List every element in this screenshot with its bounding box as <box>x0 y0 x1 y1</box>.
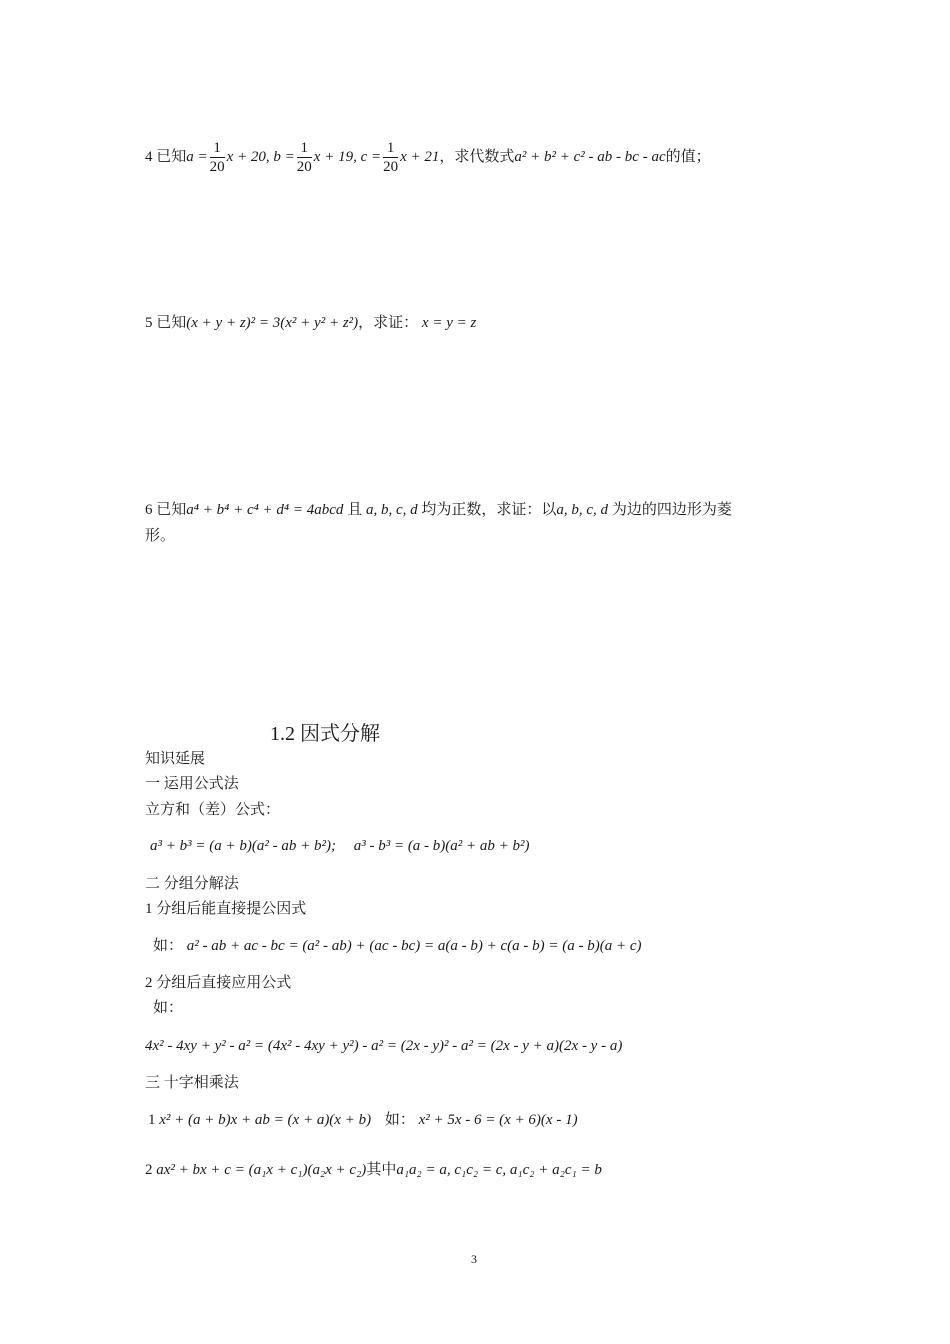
cross-formula: x² + (a + b)x + ab = (x + a)(x + b) <box>159 1112 372 1128</box>
problem-text: ，求代数式 <box>439 149 515 165</box>
method-2-heading: 二 分组分解法 <box>145 876 239 892</box>
cross-example: x² + 5x - 6 = (x + 6)(x - 1) <box>418 1112 578 1128</box>
problem-text: 均为正数，求证：以 <box>421 502 557 518</box>
problem-lead: 已知 <box>156 315 187 331</box>
fraction-denominator: 20 <box>383 159 399 176</box>
page-number: 3 <box>471 1252 477 1266</box>
example-formula: a² - ab + ac - bc = (a² - ab) + (ac - bc) = a(a - b) + c(a - b) = (a - b)(a + c) <box>186 938 642 954</box>
problem-6 <box>145 500 732 520</box>
math-expression: a⁴ + b⁴ + c⁴ + d⁴ = 4abcd <box>186 502 344 518</box>
problem-text: 且 <box>347 502 363 518</box>
subsection-2: 2 分组后直接应用公式 <box>145 975 292 991</box>
item-number: 2 <box>145 1162 153 1178</box>
example-2-label: 如： <box>153 1000 184 1016</box>
math-a-eq: a = <box>186 149 208 165</box>
problem-lead: 已知 <box>156 502 187 518</box>
problem-4 <box>145 139 711 175</box>
fraction-1-20 <box>383 139 398 176</box>
example-label: 如： <box>384 1112 415 1128</box>
example-1 <box>153 936 641 956</box>
problem-5 <box>145 313 476 333</box>
problem-text: 为边的四边形为菱 <box>611 502 732 518</box>
knowledge-heading: 知识延展 <box>145 751 206 767</box>
method-3-heading: 三 十字相乘法 <box>145 1075 239 1091</box>
cube-formulas <box>150 836 530 856</box>
method-1-heading: 一 运用公式法 <box>145 776 239 792</box>
problem-number: 6 <box>145 502 153 518</box>
example-2 <box>145 1036 622 1056</box>
cross-formula: ax² + bx + c = (a₁x + c₁)(a₂x + c₂) <box>156 1162 367 1178</box>
example-label: 如： <box>153 938 184 954</box>
math-goal: x = y = z <box>421 315 477 331</box>
fraction-denominator: 20 <box>209 159 225 176</box>
problem-lead: 已知 <box>156 149 187 165</box>
problem-text: 的值； <box>665 149 711 165</box>
fraction-numerator: 1 <box>297 139 312 158</box>
math-c-tail: x + 21 <box>400 149 440 165</box>
cross-method-2 <box>145 1160 602 1180</box>
fraction-1-20 <box>210 139 225 176</box>
cube-formula-label: 立方和（差）公式： <box>145 802 281 818</box>
fraction-numerator: 1 <box>210 139 225 158</box>
problem-6-continuation: 形。 <box>145 528 176 544</box>
problem-number: 5 <box>145 315 153 331</box>
condition-label: 其中 <box>366 1162 397 1178</box>
item-number: 1 <box>148 1112 156 1128</box>
math-b-tail: x + 19, c = <box>313 149 382 165</box>
cube-sum-formula: a³ + b³ = (a + b)(a² - ab + b²); <box>150 838 336 854</box>
section-title: 1.2 因式分解 <box>270 723 380 745</box>
math-expression: a² + b² + c² - ab - bc - ac <box>514 149 666 165</box>
fraction-denominator: 20 <box>296 159 312 176</box>
math-vars: a, b, c, d <box>365 502 418 518</box>
example-formula: 4x² - 4xy + y² - a² = (4x² - 4xy + y²) - a² = (2x - y)² - a² = (2x - y + a)(2x - y - a) <box>145 1038 623 1054</box>
fraction-numerator: 1 <box>383 139 398 158</box>
math-expression: (x + y + z)² = 3(x² + y² + z²) <box>186 315 359 331</box>
math-a-tail: x + 20, b = <box>226 149 295 165</box>
cube-diff-formula: a³ - b³ = (a - b)(a² + ab + b²) <box>353 838 530 854</box>
subsection-1: 1 分组后能直接提公因式 <box>145 901 307 917</box>
problem-text: ，求证： <box>358 315 419 331</box>
cross-method-1 <box>148 1110 578 1130</box>
problem-number: 4 <box>145 149 153 165</box>
fraction-1-20 <box>297 139 312 176</box>
cross-condition: a₁a₂ = a, c₁c₂ = c, a₁c₂ + a₂c₁ = b <box>396 1162 602 1178</box>
math-vars: a, b, c, d <box>556 502 609 518</box>
